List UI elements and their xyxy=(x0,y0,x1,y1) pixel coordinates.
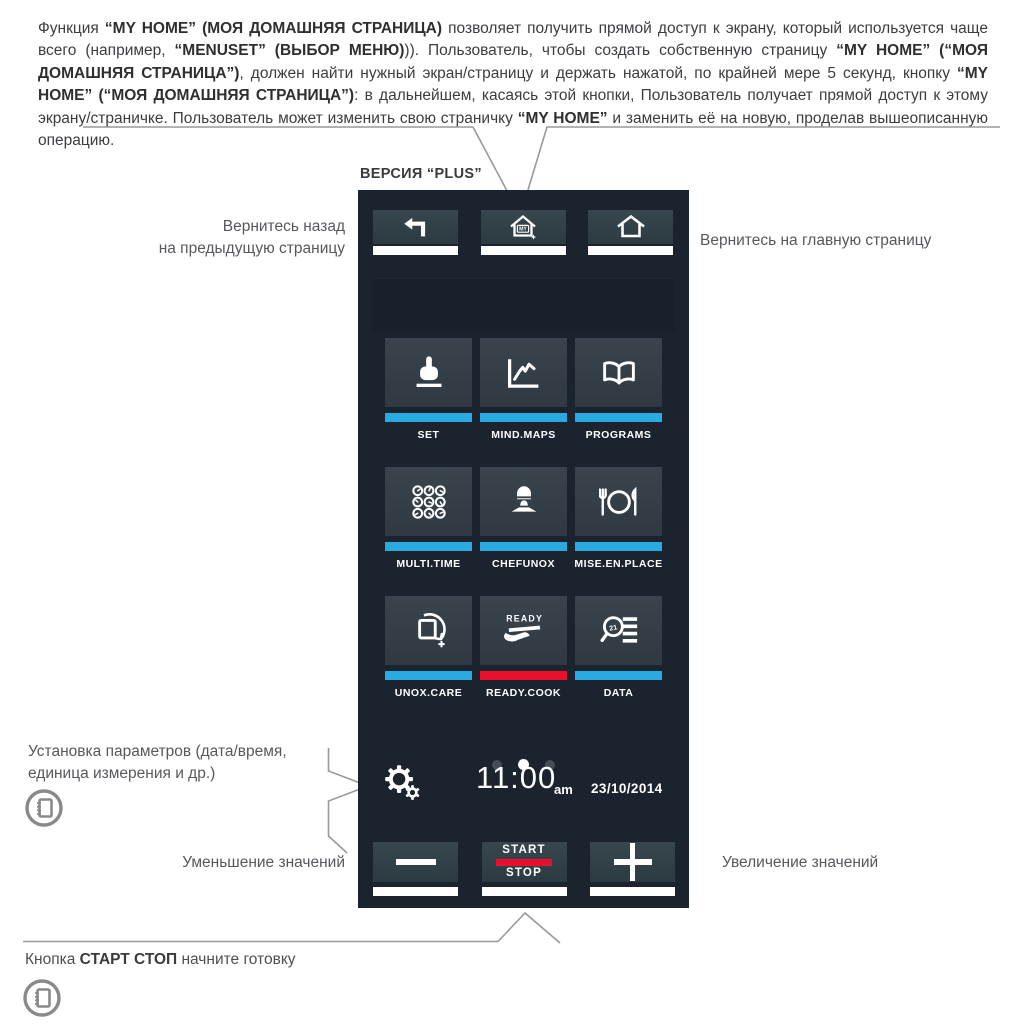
svg-text:READY: READY xyxy=(505,613,543,624)
start-stop-red-bar xyxy=(496,859,552,866)
increase-button[interactable] xyxy=(590,842,675,882)
svg-text:21: 21 xyxy=(608,623,618,633)
date-display: 23/10/2014 xyxy=(591,781,663,796)
intro-paragraph: Функция “MY HOME” (МОЯ ДОМАШНЯЯ СТРАНИЦА) позволяет получить прямой доступ к экрану, который используется чаще всего (например, “MENUSET” (ВЫБОР МЕНЮ))). Пользователь, чтобы создать собственную страницу “MY HOME” (“МОЯ ДОМАШНЯЯ СТРАНИЦА”), должен найти нужный экран/страницу и держать нажатой, по крайней мере 5 секунд, кнопку “MY HOME” (“МОЯ ДОМАШНЯЯ СТРАНИЦА”): в дальнейшем, касаясь этой кнопки, Пользователь получает прямой доступ к этому экрану/страничке. Пользователь может изменить свою страничку “MY HOME” и заменить её на новую, проделав вышеописанную операцию. xyxy=(38,20,989,150)
settings-gear-button[interactable] xyxy=(384,764,422,802)
button-underline xyxy=(373,887,458,896)
start-stop-button[interactable] xyxy=(482,842,567,882)
plus-icon xyxy=(614,843,652,881)
tile-label: MIND.MAPS xyxy=(491,429,556,441)
minus-unit xyxy=(373,842,458,896)
tile-label: UNOX.CARE xyxy=(394,687,463,699)
tile-label: DATA xyxy=(603,687,634,699)
gear-icon xyxy=(385,765,419,800)
annotation-home: Вернитесь на главную страницу xyxy=(700,232,932,249)
annotation-increase: Увеличение значений xyxy=(722,854,879,871)
callout-startstop-line xyxy=(23,913,560,943)
tile-label: READY.COOK xyxy=(485,687,561,699)
clock-time: 11:00 xyxy=(476,760,557,795)
button-underline xyxy=(482,887,567,896)
button-underline xyxy=(590,887,675,896)
annotation-back: Вернитесь назад на предыдущую страницу xyxy=(158,218,345,257)
manual-ref-icon xyxy=(21,977,63,1019)
start-stop-unit xyxy=(482,842,567,896)
annotation-start-stop: Кнопка СТАРТ СТОП начните готовку xyxy=(25,951,296,968)
clock-meridiem: am xyxy=(554,782,573,797)
status-row xyxy=(358,190,689,908)
controls-row xyxy=(373,842,675,896)
tile-label: MULTI.TIME xyxy=(396,558,461,570)
svg-text:MY: MY xyxy=(519,226,527,233)
tile-label: SET xyxy=(417,429,440,441)
manual-ref-icon xyxy=(23,787,65,829)
minus-icon xyxy=(396,859,436,865)
tile-label: PROGRAMS xyxy=(585,429,652,441)
start-stop-stack xyxy=(496,845,552,880)
annotation-decrease: Уменьшение значений xyxy=(182,854,345,871)
annotation-settings: Установка параметров (дата/время, единица измерения и др.) xyxy=(28,743,287,782)
plus-unit xyxy=(590,842,675,896)
tile-label: MISE.EN.PLACE xyxy=(574,558,663,570)
oven-touchscreen-panel xyxy=(358,190,689,908)
stop-label: STOP xyxy=(506,867,542,879)
decrease-button[interactable] xyxy=(373,842,458,882)
start-label: START xyxy=(502,843,546,856)
tile-label: CHEFUNOX xyxy=(492,558,555,570)
version-label: ВЕРСИЯ “PLUS” xyxy=(360,166,482,182)
